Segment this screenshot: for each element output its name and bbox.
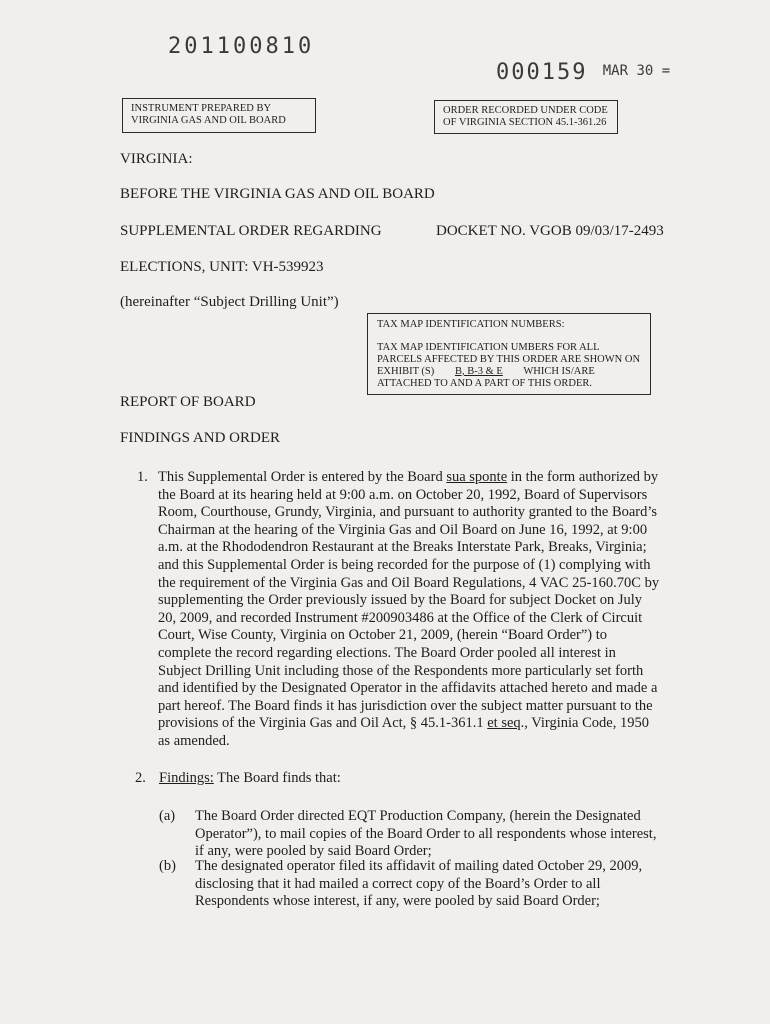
underlined-term: sua sponte bbox=[446, 469, 508, 485]
sub-b-label: (b) bbox=[159, 858, 176, 874]
unit-line: ELECTIONS, UNIT: VH-539923 bbox=[120, 259, 324, 275]
item-1-line bbox=[158, 592, 698, 610]
line-text: part hereof. The Board finds it has jurisdiction over the subject matter pursuant to the bbox=[158, 697, 653, 714]
item-1-line bbox=[158, 663, 698, 681]
tax-map-title: TAX MAP IDENTIFICATION NUMBERS: bbox=[377, 319, 565, 330]
item-1-line bbox=[158, 469, 698, 487]
line-text: in the form authorized by bbox=[507, 469, 659, 485]
recorded-under-line-2: OF VIRGINIA SECTION 45.1-361.26 bbox=[443, 117, 607, 128]
docket-number: DOCKET NO. VGOB 09/03/17-2493 bbox=[436, 223, 664, 239]
line-text: Subject Drilling Unit including those of the Respondents more particularly set forth bbox=[158, 662, 644, 679]
findings-label: Findings: bbox=[159, 770, 214, 786]
item-1-line bbox=[158, 698, 698, 716]
prepared-by-line-2: VIRGINIA GAS AND OIL BOARD bbox=[131, 115, 286, 126]
line-text: the Board at its hearing held at 9:00 a.m. on October 20, 1992, Board of Supervisors bbox=[158, 486, 648, 503]
tax-map-box bbox=[367, 313, 651, 395]
item-1-line bbox=[158, 627, 698, 645]
tax-map-line-2: PARCELS AFFECTED BY THIS ORDER ARE SHOWN ON bbox=[377, 354, 641, 365]
item-1-line bbox=[158, 487, 698, 505]
line-text: as amended. bbox=[158, 732, 230, 749]
findings-text: The Board finds that: bbox=[213, 770, 341, 786]
line-text: a.m. at the Rhododendron Restaurant at the Breaks Interstate Park, Breaks, Virginia; bbox=[158, 539, 647, 556]
item-1-line bbox=[158, 539, 698, 557]
order-title: SUPPLEMENTAL ORDER REGARDING bbox=[120, 223, 382, 239]
item-1-line bbox=[158, 575, 698, 593]
sub-a-label: (a) bbox=[159, 808, 176, 824]
item-1-line bbox=[158, 715, 698, 733]
item-1-line bbox=[158, 680, 698, 698]
line-text: Chairman at the hearing of the Virginia Gas and Oil Board on June 16, 1992, at 9:00 bbox=[158, 521, 648, 538]
sub-a-line: if any, were pooled by said Board Order; bbox=[195, 843, 432, 860]
sub-a-line: The Board Order directed EQT Production Company, (herein the Designated bbox=[195, 808, 641, 824]
item-2-number: 2. bbox=[135, 770, 146, 786]
line-text: complete the record regarding elections. The Board Order pooled all interest in bbox=[158, 644, 616, 661]
instrument-number-stamp: 201100810 bbox=[168, 34, 315, 59]
recorded-under-line-1: ORDER RECORDED UNDER CODE bbox=[443, 105, 608, 116]
line-text: and identified by the Designated Operator in the affidavits attached hereto and made a bbox=[158, 680, 658, 697]
page-number: 000159 bbox=[496, 60, 588, 85]
recorded-under-box bbox=[434, 100, 618, 134]
findings-heading: FINDINGS AND ORDER bbox=[120, 430, 281, 446]
sub-b-line: Respondents whose interest, if any, were pooled by said Board Order; bbox=[195, 893, 600, 910]
page-mark: MAR 30 = bbox=[602, 63, 671, 79]
item-1-line bbox=[158, 733, 698, 751]
tax-map-exhibit-suffix: WHICH IS/ARE bbox=[520, 366, 595, 377]
item-1-number: 1. bbox=[137, 469, 148, 485]
line-text: Room, Courthouse, Grundy, Virginia, and pursuant to authority granted to the Board’s bbox=[158, 504, 658, 521]
tax-map-exhibit-label: EXHIBIT (S) bbox=[377, 366, 437, 377]
sub-a-paragraph bbox=[195, 808, 695, 861]
line-text: provisions of the Virginia Gas and Oil Act, § 45.1-361.1 bbox=[158, 715, 488, 732]
item-1-line bbox=[158, 557, 698, 575]
sub-b-paragraph bbox=[195, 858, 695, 911]
item-1-paragraph bbox=[158, 469, 698, 751]
sub-a-line: Operator”), to mail copies of the Board Order to all respondents whose interest, bbox=[195, 825, 657, 842]
tax-map-exhibits: B, B-3 & E bbox=[454, 366, 503, 377]
report-heading: REPORT OF BOARD bbox=[120, 394, 256, 410]
tax-map-line-4: ATTACHED TO AND A PART OF THIS ORDER. bbox=[377, 378, 592, 389]
tax-map-line-3 bbox=[377, 366, 641, 378]
line-text: supplementing the Order previously issued by the Board for subject Docket on July bbox=[158, 592, 643, 609]
underlined-term: et seq bbox=[487, 715, 521, 732]
line-text: the requirement of the Virginia Gas and Oil Board Regulations, 4 VAC 25-160.70C by bbox=[158, 574, 660, 591]
line-text: This Supplemental Order is entered by the Board bbox=[158, 469, 447, 485]
line-text: Court, Wise County, Virginia on October 21, 2009, (herein “Board Order”) to bbox=[158, 627, 608, 644]
line-text: and this Supplemental Order is being recorded for the purpose of (1) complying with bbox=[158, 556, 651, 573]
state-heading: VIRGINIA: bbox=[120, 151, 193, 167]
prepared-by-box bbox=[122, 98, 316, 133]
line-text: ., Virginia Code, 1950 bbox=[520, 715, 649, 732]
item-1-line bbox=[158, 504, 698, 522]
item-2-paragraph bbox=[159, 770, 341, 788]
sub-b-line: disclosing that it had mailed a correct copy of the Board’s Order to all bbox=[195, 875, 601, 892]
item-1-line bbox=[158, 645, 698, 663]
sub-b-line: The designated operator filed its affidavit of mailing dated October 29, 2009, bbox=[195, 858, 643, 874]
prepared-by-line-1: INSTRUMENT PREPARED BY bbox=[131, 103, 272, 114]
item-1-line bbox=[158, 522, 698, 540]
board-heading: BEFORE THE VIRGINIA GAS AND OIL BOARD bbox=[120, 186, 435, 202]
tax-map-line-1: TAX MAP IDENTIFICATION UMBERS FOR ALL bbox=[377, 342, 600, 353]
hereinafter-line: (hereinafter “Subject Drilling Unit”) bbox=[120, 294, 339, 310]
item-1-line bbox=[158, 610, 698, 628]
page-number-stamp bbox=[496, 60, 670, 85]
line-text: 20, 2009, and recorded Instrument #200903486 at the Office of the Clerk of Circuit bbox=[158, 609, 643, 626]
